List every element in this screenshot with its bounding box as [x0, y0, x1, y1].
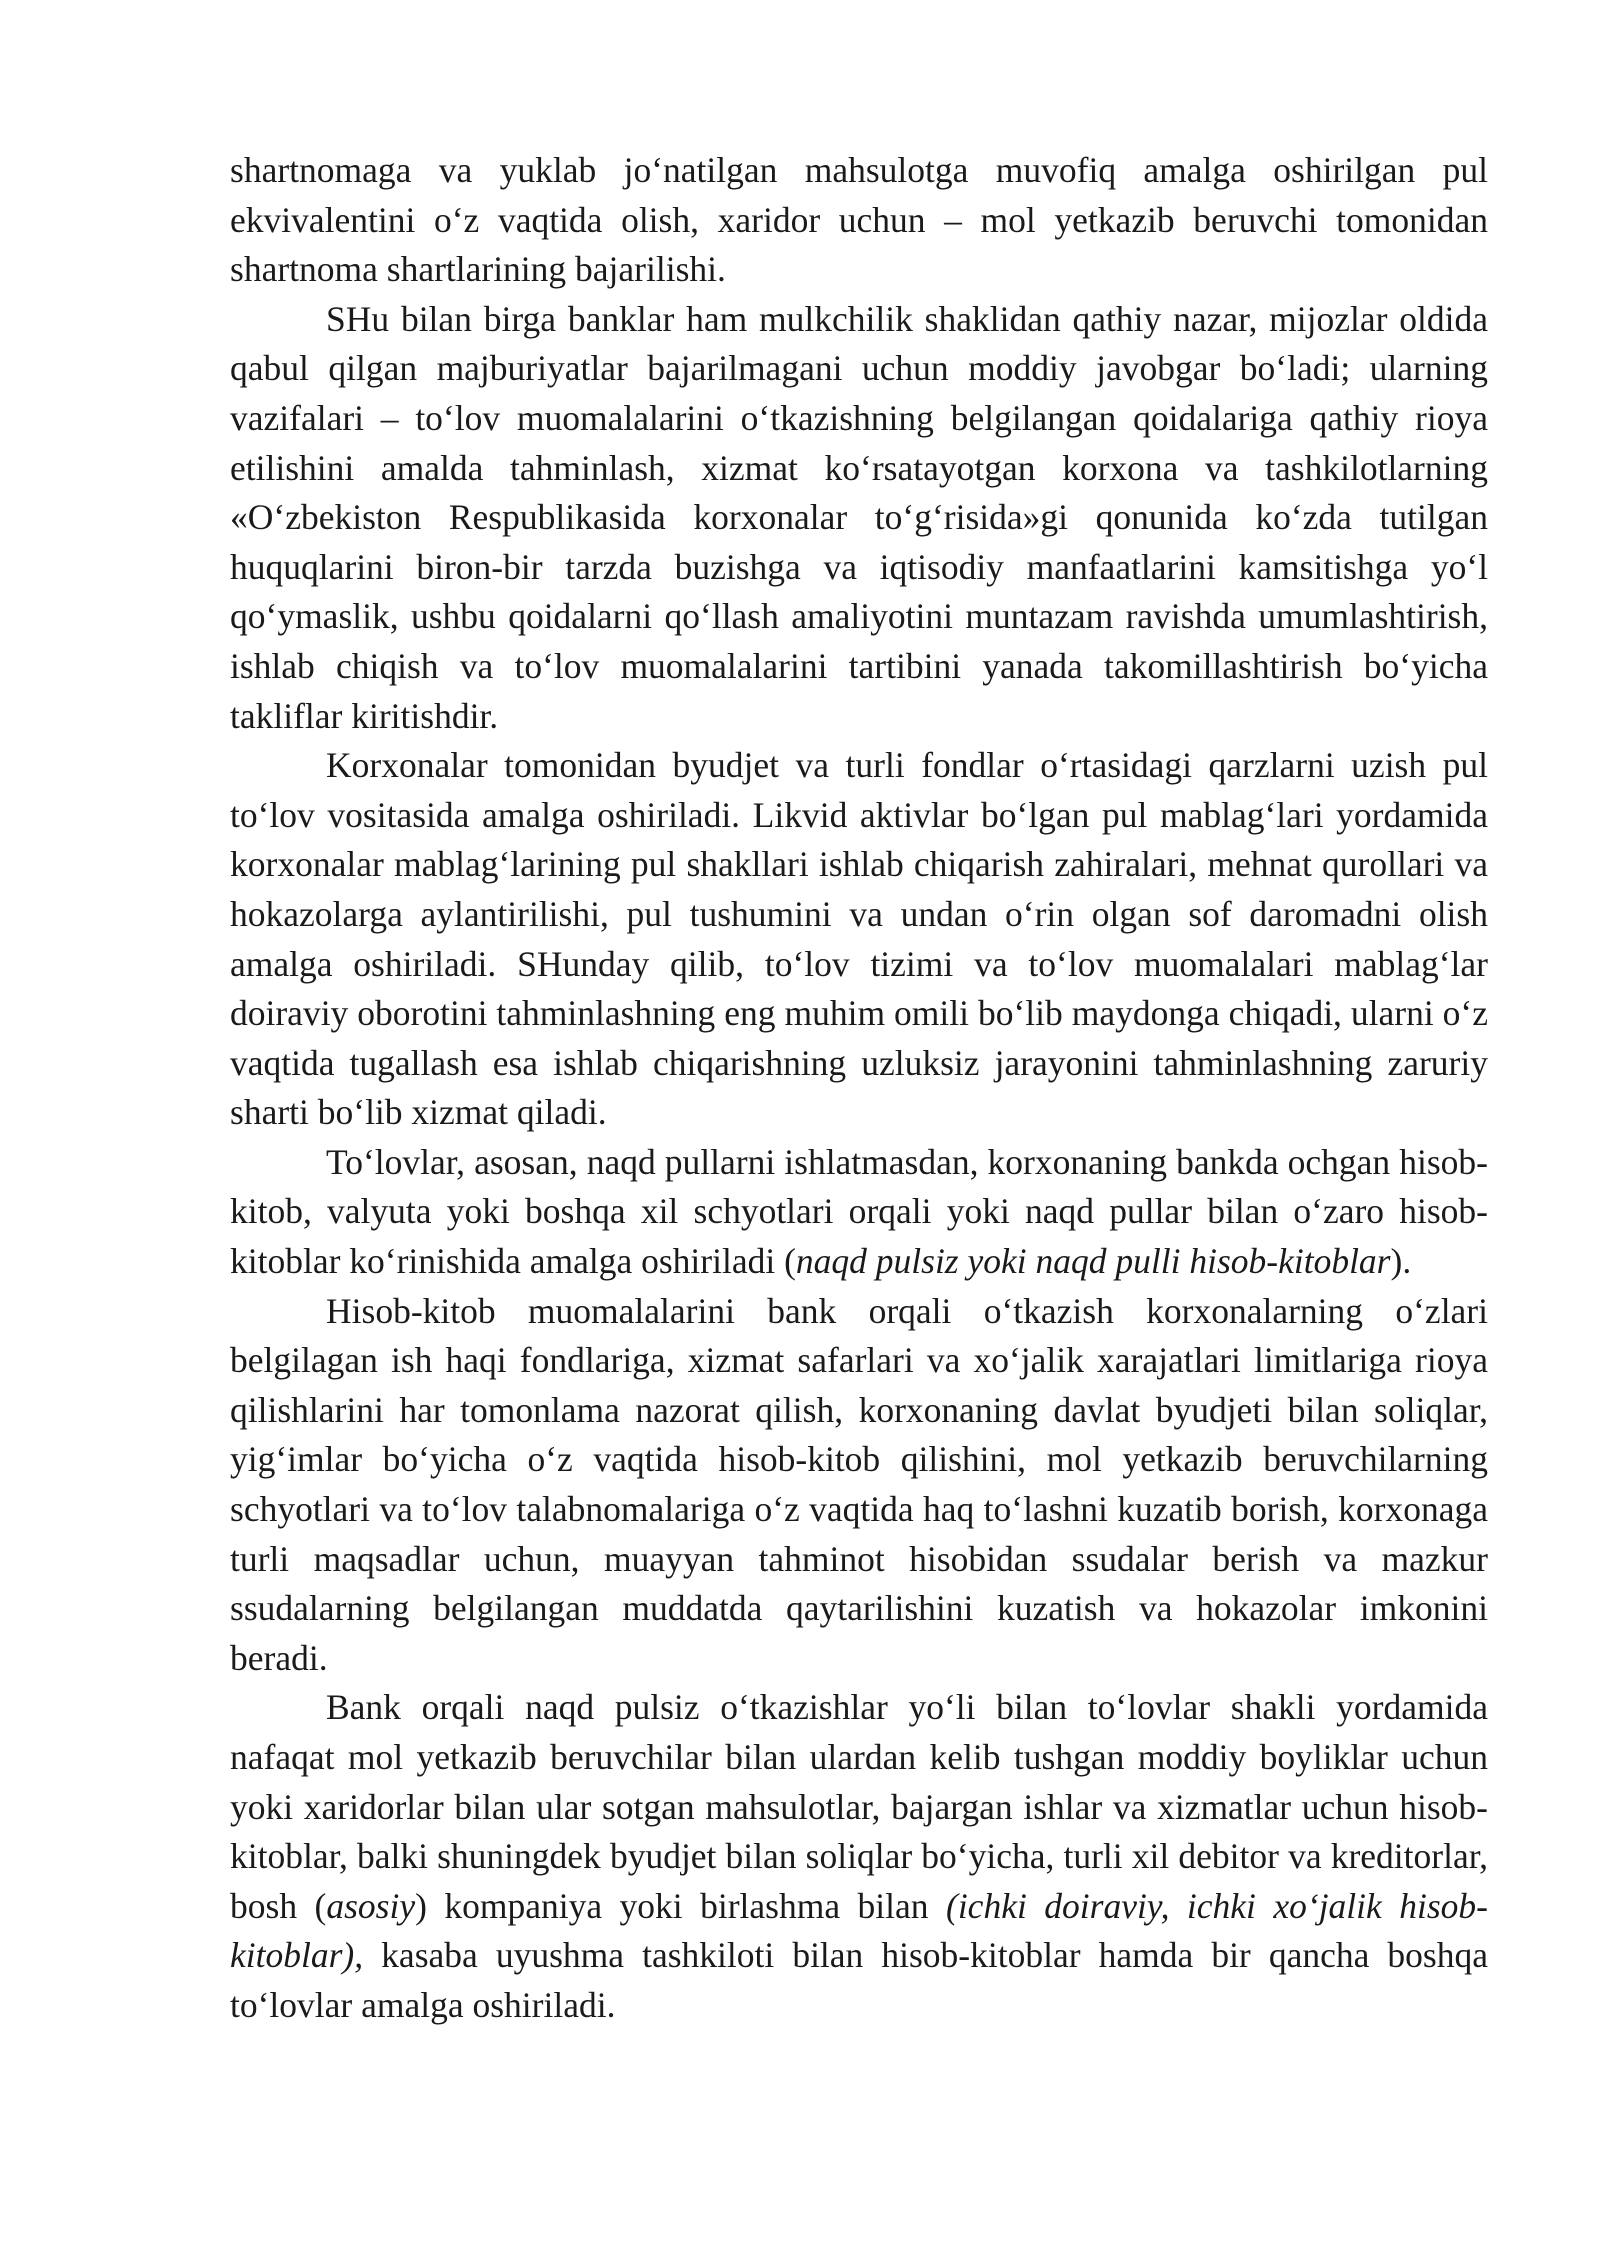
- paragraph-5: [230, 1287, 1488, 1684]
- paragraph-text: Bank orqali naqd pulsiz oʻtkazishlar yoʻli bilan toʻlovlar shakli yordamida nafaqat mol yetkazib beruvchilar bilan ulardan kelib tushgan moddiy boyliklar uchun yoki xaridorlar bilan ular sotgan mahsulotlar, bajargan ishlar va xizmatlar uchun hisob-kitoblar, balki shuningdek byudjet bilan soliqlar boʻyicha, turli xil debitor va kreditorlar, bosh (: [230, 1687, 1488, 1926]
- paragraph-text: shartnomaga va yuklab joʻnatilgan mahsulotga muvofiq amalga oshirilgan pul ekvivalentini oʻz vaqtida olish, xaridor uchun – mol yetkazib beruvchi tomonidan shartnoma shartlarining bajarilishi.: [230, 150, 1488, 290]
- paragraph-2: [230, 295, 1488, 741]
- document-page: [230, 146, 1488, 2031]
- paragraph-text: Toʻlovlar, asosan, naqd pullarni ishlatmasdan, korxonaning bankda ochgan hisob-kitob, valyuta yoki boshqa xil schyotlari orqali yoki naqd pullar bilan oʻzaro hisob-kitoblar koʻrinishida amalga oshiriladi (: [230, 1141, 1488, 1282]
- paragraph-1: [230, 146, 1488, 295]
- paragraph-text: SHu bilan birga banklar ham mulkchilik shaklidan qathiy nazar, mijozlar oldida qabul qilgan majburiyatlar bajarilmagani uchun moddiy javobgar boʻladi; ularning vazifalari – toʻlov muomalalarini oʻtkazishning belgilangan qoidalariga qathiy rioya etilishini amalda tahminlash, xizmat koʻrsatayotgan korxona va tashkilotlarning «Oʻzbekiston Respublikasida korxonalar toʻgʻrisida»gi qonunida koʻzda tutilgan huquqlarini biron-bir tarzda buzishga va iqtisodiy manfaatlarini kamsitishga yoʻl qoʻymaslik, ushbu qoidalarni qoʻllash amaliyotini muntazam ravishda umumlashtirish, ishlab chiqish va toʻlov muomalalarini tartibini yanada takomillashtirish boʻyicha takliflar kiritishdir.: [230, 298, 1488, 736]
- paragraph-6: [230, 1683, 1488, 2030]
- paragraph-text: ) kompaniya yoki birlashma bilan: [415, 1885, 946, 1926]
- paragraph-text: ).: [1390, 1241, 1412, 1282]
- paragraph-text: Hisob-kitob muomalalarini bank orqali oʻtkazish korxonalarning oʻzlari belgilagan ish haqi fondlariga, xizmat safarlari va xoʻjalik xarajatlari limitlariga rioya qilishlarini har tomonlama nazorat qilish, korxonaning davlat byudjeti bilan soliqlar, yigʻimlar boʻyicha oʻz vaqtida hisob-kitob qilishini, mol yetkazib beruvchilarning schyotlari va toʻlov talabnomalariga oʻz vaqtida haq toʻlashni kuzatib borish, korxonaga turli maqsadlar uchun, muayyan tahminot hisobidan ssudalar berish va mazkur ssudalarning belgilangan muddatda qaytarilishini kuzatish va hokazolar imkonini beradi.: [230, 1290, 1488, 1678]
- paragraph-4: [230, 1138, 1488, 1287]
- paragraph-text: kasaba uyushma tashkiloti bilan hisob-kitoblar hamda bir qancha boshqa toʻlovlar amalga oshiriladi.: [230, 1935, 1488, 2025]
- paragraph-text: Korxonalar tomonidan byudjet va turli fondlar oʻrtasidagi qarzlarni uzish pul toʻlov vositasida amalga oshiriladi. Likvid aktivlar boʻlgan pul mablagʻlari yordamida korxonalar mablagʻlarining pul shakllari ishlab chiqarish zahiralari, mehnat qurollari va hokazolarga aylantirilishi, pul tushumini va undan oʻrin olgan sof daromadni olish amalga oshiriladi. SHunday qilib, toʻlov tizimi va toʻlov muomalalari mablagʻlar doiraviy oborotini tahminlashning eng muhim omili boʻlib maydonga chiqadi, ularni oʻz vaqtida tugallash esa ishlab chiqarishning uzluksiz jarayonini tahminlashning zaruriy sharti boʻlib xizmat qiladi.: [230, 745, 1488, 1133]
- italic-phrase: (ichki doiraviy, ichki xoʻjalik hisob-kitoblar),: [230, 1885, 1488, 1976]
- italic-phrase: naqd pulsiz yoki naqd pulli hisob-kitoblar: [795, 1241, 1391, 1282]
- paragraph-3: [230, 741, 1488, 1138]
- italic-phrase: asosiy: [326, 1885, 416, 1926]
